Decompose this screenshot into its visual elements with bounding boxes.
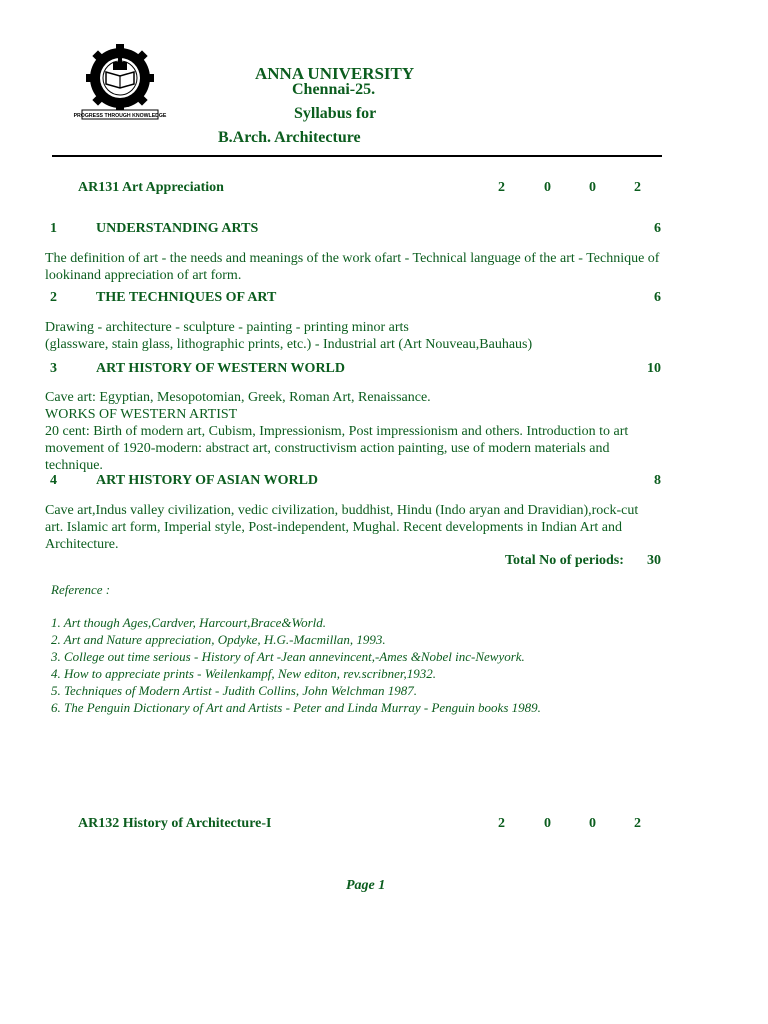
- unit-description: (glassware, stain glass, lithographic prints, etc.) - Industrial art (Art Nouveau,Bauhaus): [45, 337, 533, 352]
- reference-item: 5. Techniques of Modern Artist - Judith Collins, John Welchman 1987.: [51, 683, 418, 698]
- reference-item: 4. How to appreciate prints - Weilenkampf, New editon, rev.scribner,1932.: [51, 666, 437, 681]
- header-divider: [52, 155, 662, 157]
- unit-description: Drawing - architecture - sculpture - painting - printing minor arts: [45, 320, 409, 335]
- credit-tutorial: 0: [544, 816, 551, 831]
- unit-title: UNDERSTANDING ARTS: [96, 221, 259, 236]
- course-title: AR131 Art Appreciation: [78, 180, 224, 195]
- university-name: ANNA UNIVERSITY: [255, 64, 415, 83]
- credit-lecture: 2: [498, 180, 505, 195]
- unit-description: Cave art: Egyptian, Mesopotomian, Greek, Roman Art, Renaissance.: [45, 390, 431, 405]
- unit-description: WORKS OF WESTERN ARTIST: [45, 407, 238, 422]
- total-periods-value: 30: [647, 553, 661, 568]
- unit-title: ART HISTORY OF ASIAN WORLD: [96, 473, 319, 488]
- unit-description: Cave art,Indus valley civilization, vedic civilization, buddhist, Hindu (Indo aryan and Dravidian),rock-cut art. Islamic art form, Imperial style, Post-independent, Mughal. Recent developments in Indian Art and Architecture.: [45, 503, 639, 552]
- total-periods-label: Total No of periods:: [505, 553, 624, 568]
- unit-number: 1: [50, 221, 57, 236]
- credit-tutorial: 0: [544, 180, 551, 195]
- unit-periods: 6: [654, 221, 661, 236]
- unit-title: THE TECHNIQUES OF ART: [96, 290, 277, 305]
- credit-practical: 0: [589, 180, 596, 195]
- page-number: Page 1: [346, 878, 386, 893]
- reference-item: 3. College out time serious - History of Art -Jean annevincent,-Ames &Nobel inc-Newyork.: [51, 649, 525, 664]
- credit-total: 2: [634, 180, 641, 195]
- credit-lecture: 2: [498, 816, 505, 831]
- reference-item: 1. Art though Ages,Cardver, Harcourt,Brace&World.: [51, 615, 327, 630]
- reference-item: 6. The Penguin Dictionary of Art and Artists - Peter and Linda Murray - Penguin books 1989.: [51, 700, 541, 715]
- unit-number: 4: [50, 473, 57, 488]
- unit-title: ART HISTORY OF WESTERN WORLD: [96, 361, 346, 376]
- unit-description: 20 cent: Birth of modern art, Cubism, Impressionism, Post impressionism and others. Introduction to art movement of 1920-modern: abstract art, constructivism action painting, use of modern materials and technique.: [45, 424, 629, 473]
- program-title: B.Arch. Architecture: [218, 129, 361, 146]
- logo-motto: PROGRESS THROUGH KNOWLEDGE: [73, 113, 167, 119]
- credit-total: 2: [634, 816, 641, 831]
- unit-number: 2: [50, 290, 57, 305]
- unit-periods: 10: [647, 361, 661, 376]
- university-logo: [73, 42, 167, 122]
- syllabus-for: Syllabus for: [294, 105, 377, 122]
- course-title: AR132 History of Architecture-I: [78, 816, 272, 831]
- city: Chennai-25.: [292, 81, 376, 98]
- credit-practical: 0: [589, 816, 596, 831]
- reference-heading: Reference :: [51, 582, 111, 597]
- unit-periods: 6: [654, 290, 661, 305]
- unit-description: The definition of art - the needs and meanings of the work ofart - Technical language of the art - Technique of lookinand appreciation of art form.: [45, 251, 660, 283]
- unit-periods: 8: [654, 473, 661, 488]
- unit-number: 3: [50, 361, 57, 376]
- reference-item: 2. Art and Nature appreciation, Opdyke, H.G.-Macmillan, 1993.: [51, 632, 386, 647]
